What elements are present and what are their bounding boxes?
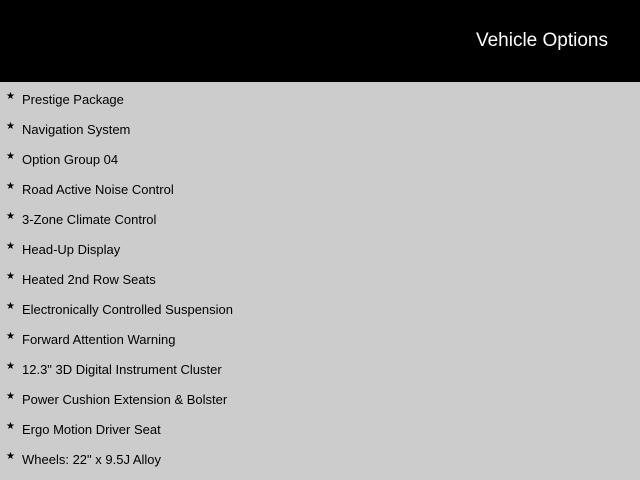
- star-icon: ★: [6, 361, 15, 372]
- star-icon: ★: [6, 271, 15, 282]
- list-item: [0, 174, 640, 204]
- list-item: [0, 354, 640, 384]
- option-label: Power Cushion Extension & Bolster: [22, 392, 228, 407]
- list-item: [0, 234, 640, 264]
- star-icon: ★: [6, 211, 15, 222]
- option-label: Forward Attention Warning: [22, 332, 176, 347]
- option-label: Prestige Package: [22, 92, 124, 107]
- option-label: 12.3" 3D Digital Instrument Cluster: [22, 362, 222, 377]
- option-label: Option Group 04: [22, 152, 119, 167]
- star-icon: ★: [6, 301, 15, 312]
- list-item: [0, 114, 640, 144]
- vehicle-options-list: [0, 82, 640, 480]
- star-icon: ★: [6, 91, 15, 102]
- option-label: Wheels: 22" x 9.5J Alloy: [22, 452, 162, 467]
- option-label: Navigation System: [22, 122, 131, 137]
- list-item: [0, 294, 640, 324]
- star-icon: ★: [6, 241, 15, 252]
- list-item: [0, 324, 640, 354]
- list-item: [0, 144, 640, 174]
- option-label: 3-Zone Climate Control: [22, 212, 157, 227]
- star-icon: ★: [6, 451, 15, 462]
- star-icon: ★: [6, 181, 15, 192]
- option-label: Heated 2nd Row Seats: [22, 272, 156, 287]
- option-label: Electronically Controlled Suspension: [22, 302, 234, 317]
- star-icon: ★: [6, 331, 15, 342]
- list-item: [0, 264, 640, 294]
- option-label: Ergo Motion Driver Seat: [22, 422, 161, 437]
- option-label: Road Active Noise Control: [22, 182, 174, 197]
- star-icon: ★: [6, 391, 15, 402]
- list-item: [0, 384, 640, 414]
- page-title: Vehicle Options: [475, 30, 608, 51]
- list-item: [0, 84, 640, 114]
- header-bar: [0, 0, 640, 82]
- list-item: [0, 414, 640, 444]
- option-label: Head-Up Display: [22, 242, 121, 257]
- star-icon: ★: [6, 121, 15, 132]
- star-icon: ★: [6, 151, 15, 162]
- star-icon: ★: [6, 421, 15, 432]
- list-item: [0, 444, 640, 474]
- list-item: [0, 204, 640, 234]
